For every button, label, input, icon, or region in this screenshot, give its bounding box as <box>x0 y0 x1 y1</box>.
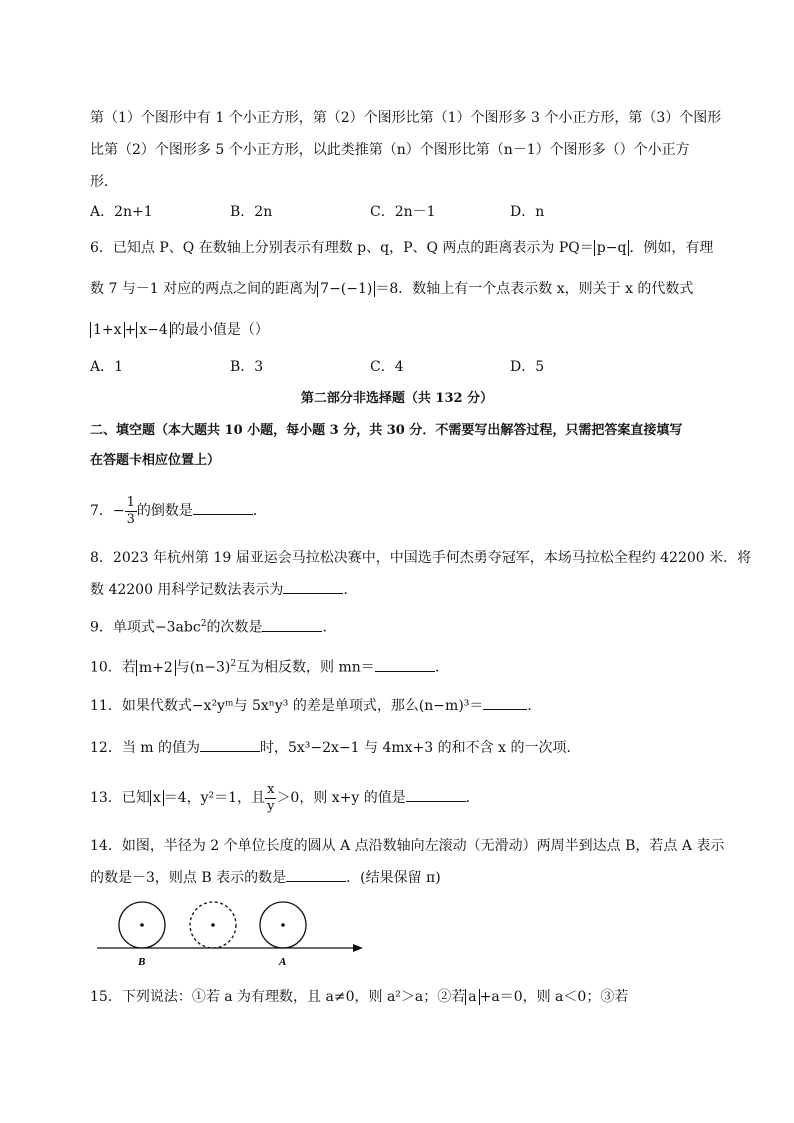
q5-option-c: C．2n－1 <box>370 204 436 220</box>
q13-fraction <box>265 782 276 815</box>
section2-line1: 二、填空题（本大题共 10 小题，每小题 3 分，共 30 分．不需要写出解答过程，只需把答案直接填写 <box>90 423 683 438</box>
q5-line3: 形． <box>90 174 118 190</box>
q13-abs: x <box>150 790 164 806</box>
q5-option-d: D．n <box>510 204 545 220</box>
q13-den: y <box>267 798 275 814</box>
q7 <box>90 494 267 528</box>
q9-post: 的次数是 <box>206 619 263 636</box>
q6-abs-example: 7−(−1) <box>317 281 375 297</box>
q6-abs-pq: p−q <box>594 240 630 256</box>
q13-end: ． <box>465 790 480 806</box>
q10-end: ． <box>434 659 449 676</box>
q11-end: ． <box>527 698 542 714</box>
q14-text: 的数是－3，则点 B 表示的数是 <box>90 870 287 886</box>
q10-abs: m+2 <box>136 660 176 676</box>
q15-post: +a＝0，则 a＜0；③若 <box>479 989 629 1005</box>
rolling-circle-figure <box>95 892 365 972</box>
q14-answer-blank <box>286 869 346 882</box>
q6-line3 <box>90 320 269 340</box>
q7-pre: 7．− <box>90 503 125 519</box>
q13-post: ＞0，则 x+y 的值是 <box>276 790 406 806</box>
q12-pre: 12．当 m 的值为 <box>90 740 200 756</box>
q10-post: 互为相反数，则 mn＝ <box>236 659 375 676</box>
q6-option-a: A．1 <box>90 359 124 375</box>
q6-text-d: ＝8．数轴上有一个点表示数 x，则关于 x 的代数式 <box>375 281 694 297</box>
q11-text: 11．如果代数式−x²yᵐ与 5xⁿy³ 的差是单项式，那么(n−m)³＝ <box>90 698 484 714</box>
q9-pre: 9．单项式−3abc <box>90 619 201 636</box>
q6-text-c: 数 7 与－1 对应的两点之间的距离为 <box>90 281 318 297</box>
q13 <box>90 780 480 816</box>
q8-line2 <box>90 580 357 600</box>
q12-post: 时，5x³−2x−1 与 4mx+3 的和不含 x 的一次项． <box>260 740 581 756</box>
q6-option-d: D．5 <box>510 359 545 375</box>
q9-answer-blank <box>262 619 322 632</box>
q10-mid: 与(n−3) <box>175 659 231 676</box>
circle-center-b <box>140 923 144 927</box>
q13-answer-blank <box>406 789 466 802</box>
q10-answer-blank <box>375 659 435 672</box>
q6-text-e: 的最小值是（） <box>170 322 269 338</box>
q8-answer-blank <box>283 581 343 594</box>
q11-answer-blank <box>483 697 527 710</box>
q8-line1: 8．2023 年杭州第 19 届亚运会马拉松决赛中，中国选手何杰勇夺冠军，本场马拉松全程约 42200 米．将 <box>90 550 752 566</box>
q9-end: ． <box>322 619 337 636</box>
circle-center-dashed <box>211 923 215 927</box>
label-a: A <box>279 956 287 968</box>
q10-sup: 2 <box>230 659 237 669</box>
q13-num: x <box>267 781 275 797</box>
q6-abs-2: x−4 <box>136 322 171 338</box>
part2-title: 第二部分非选择题（共 132 分） <box>300 391 494 406</box>
q6-line2 <box>90 279 693 299</box>
q11 <box>90 696 541 716</box>
q5-option-b: B．2n <box>230 204 273 220</box>
q10-pre: 10．若 <box>90 659 136 676</box>
q5-line2: 比第（2）个图形多 5 个小正方形，以此类推第（n）个图形比第（n－1）个图形多（）个小正方 <box>90 142 690 158</box>
q7-den: 3 <box>126 511 135 527</box>
q6-plus: + <box>124 322 137 338</box>
q14-line1: 14．如图，半径为 2 个单位长度的圆从 A 点沿数轴向左滚动（无滑动）两周半到达点 B，若点 A 表示 <box>90 838 725 854</box>
q9 <box>90 614 336 638</box>
q6-option-b: B．3 <box>230 359 264 375</box>
q13-pre: 13．已知 <box>90 790 150 806</box>
q9-sup: 2 <box>200 619 207 629</box>
section2-line2: 在答题卡相应位置上） <box>90 453 221 468</box>
q7-fraction <box>125 495 137 528</box>
q7-end: ． <box>252 503 267 519</box>
q5-line1: 第（1）个图形中有 1 个小正方形，第（2）个图形比第（1）个图形多 3 个小正方形，第（3）个图形 <box>90 110 722 126</box>
q7-answer-blank <box>193 502 253 515</box>
q15-abs: a <box>465 989 479 1005</box>
q6-line1 <box>90 238 713 258</box>
q8-text: 数 42200 用科学记数法表示为 <box>90 582 284 598</box>
q8-end: ． <box>343 582 358 598</box>
q6-abs-1: 1+x <box>90 322 125 338</box>
q12-answer-blank <box>200 739 260 752</box>
q12 <box>90 738 580 758</box>
circle-center-a <box>281 923 285 927</box>
q15-pre: 15．下列说法：①若 a 为有理数，且 a≠0，则 a²＞a；②若 <box>90 989 466 1005</box>
q6-text-b: ．例如，有理 <box>629 240 714 256</box>
q15 <box>90 987 628 1007</box>
q13-mid: ＝4，y²＝1，且 <box>163 790 266 806</box>
q6-text-a: 6．已知点 P、Q 在数轴上分别表示有理数 p、q，P、Q 两点的距离表示为 PQ＝ <box>90 240 594 256</box>
q14-line2 <box>90 868 441 888</box>
q10 <box>90 654 449 678</box>
q6-option-c: C．4 <box>370 359 404 375</box>
q7-num: 1 <box>126 494 135 510</box>
q7-post: 的倒数是 <box>136 503 193 519</box>
q14-end: ．(结果保留 π) <box>346 870 441 886</box>
q5-option-a: A．2n+1 <box>90 204 153 220</box>
axis-arrow-icon <box>353 944 363 952</box>
label-b: B <box>138 956 146 968</box>
